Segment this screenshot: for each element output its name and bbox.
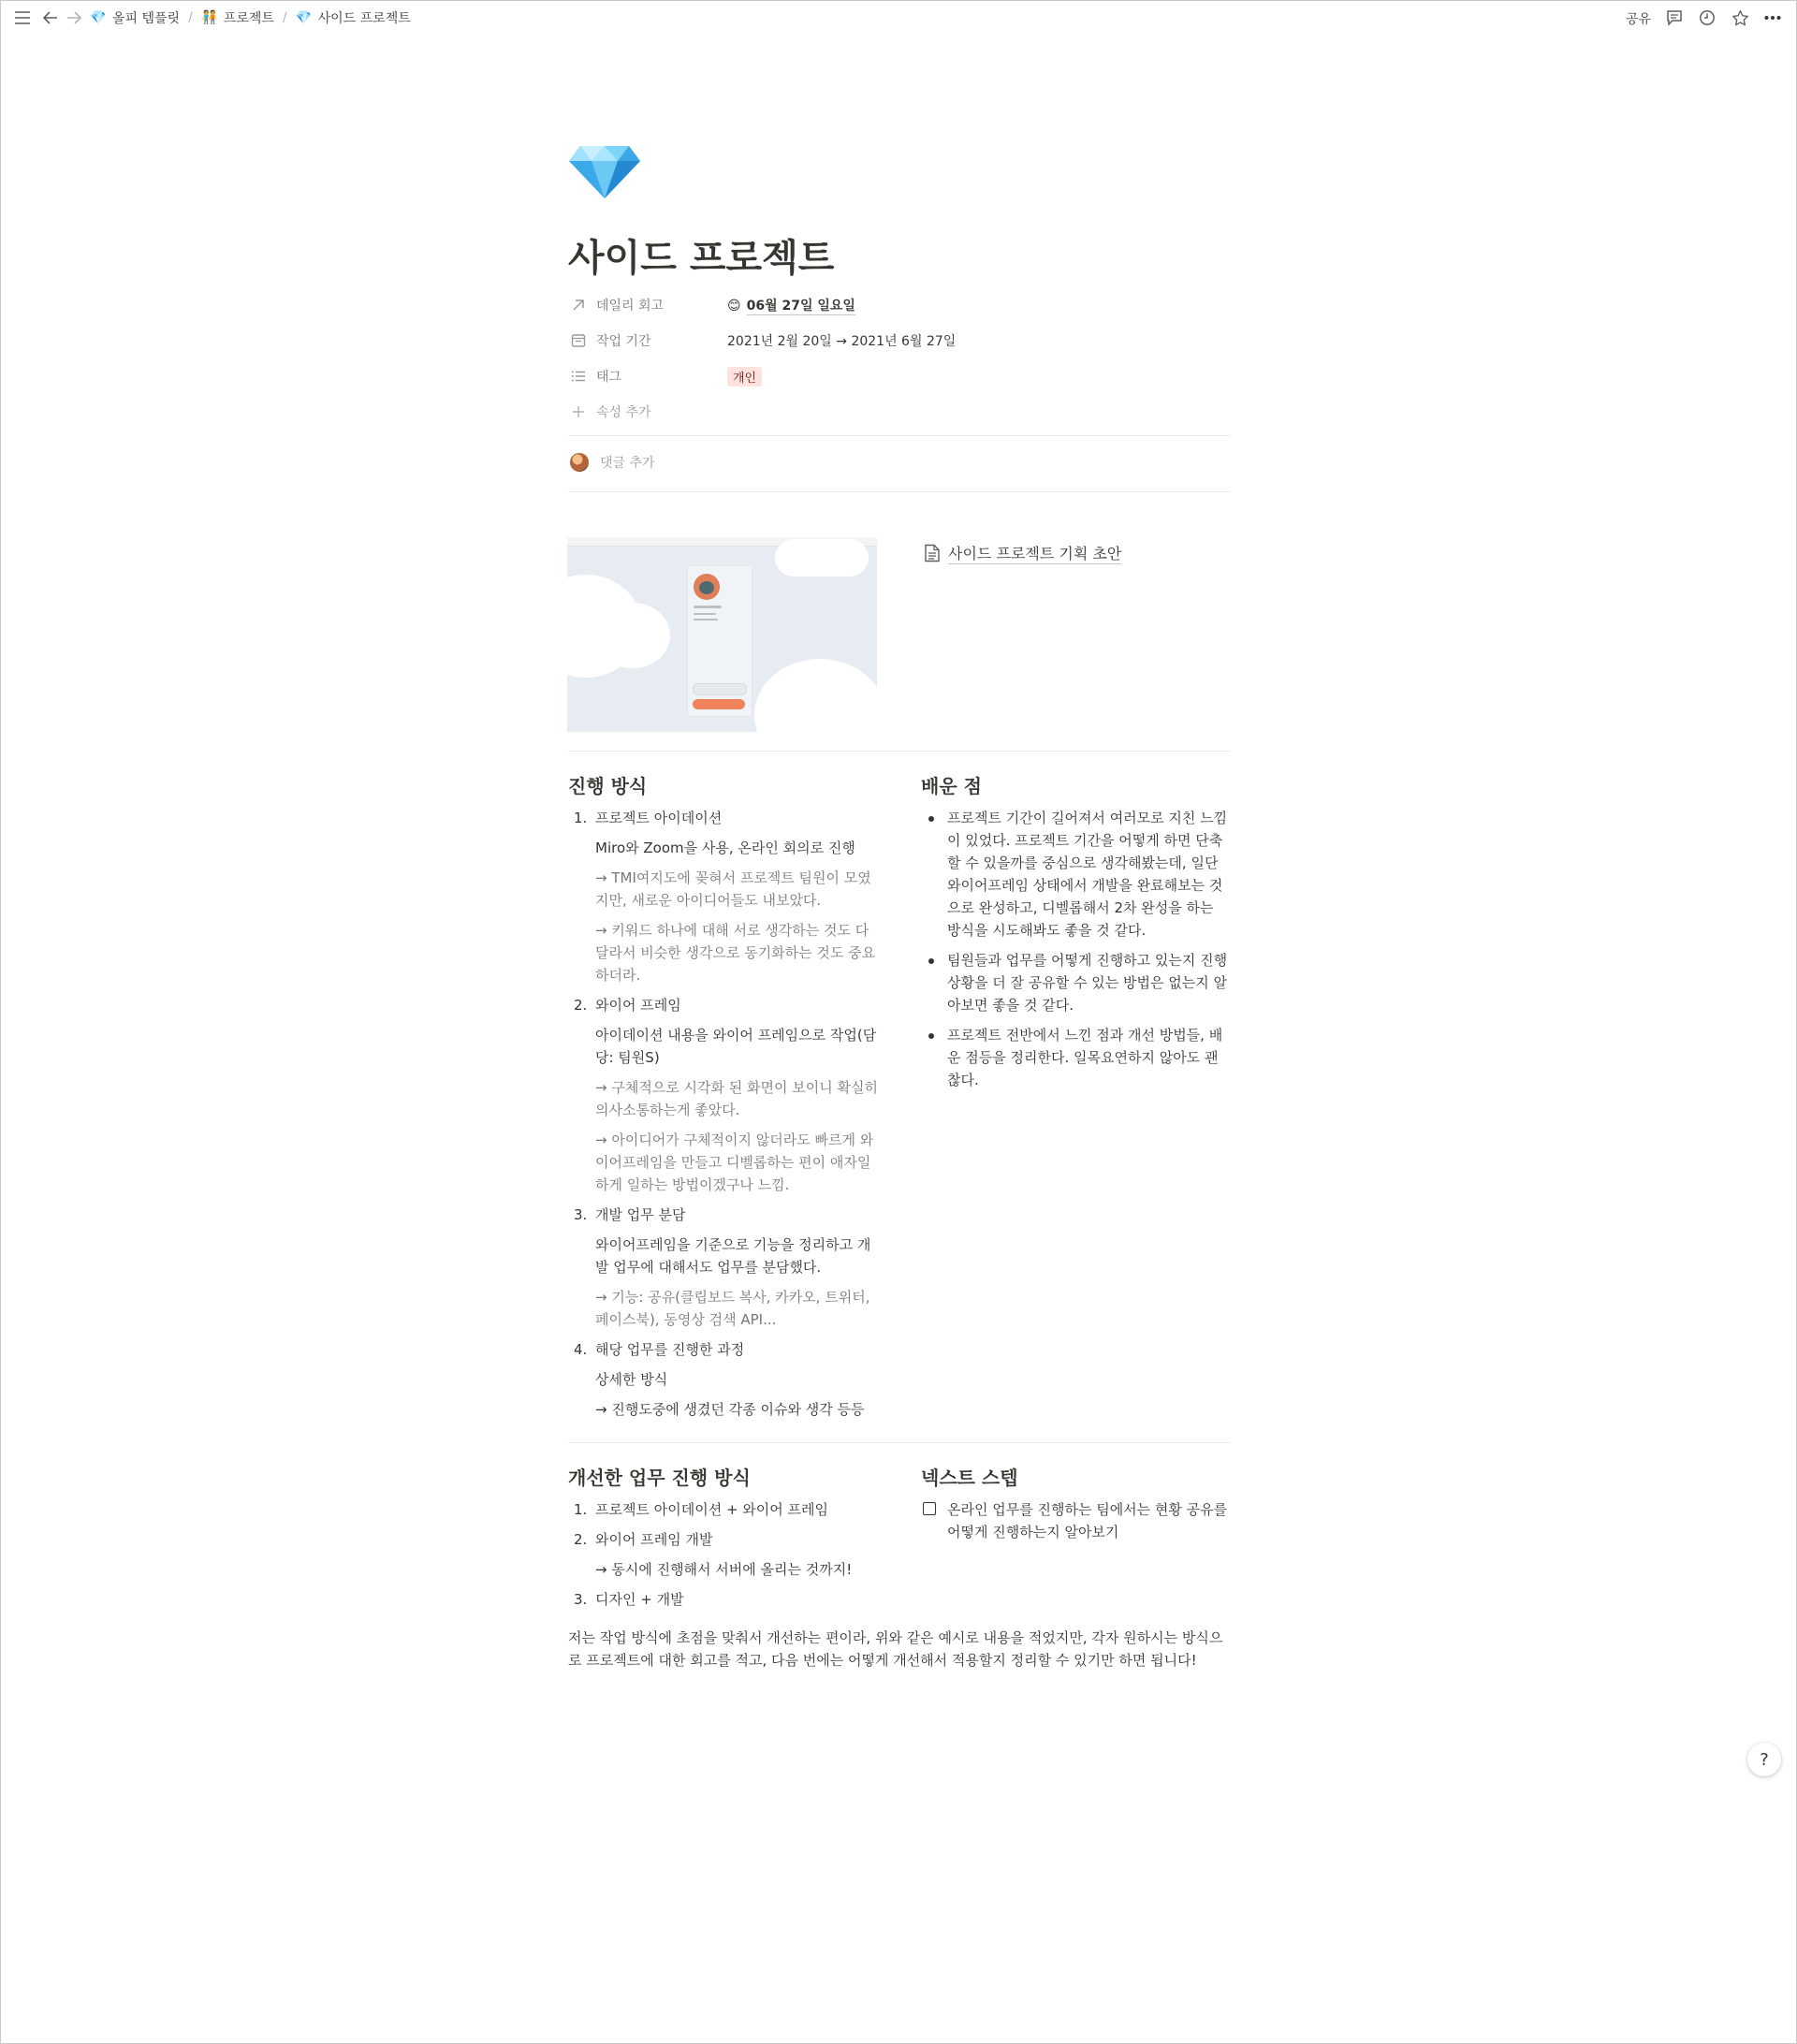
breadcrumb-item-olpi-template[interactable]: [90, 8, 180, 27]
learned-section: [921, 773, 1230, 1091]
list-item[interactable]: [568, 1338, 883, 1361]
help-button[interactable]: ?: [1747, 1743, 1781, 1776]
list-item-note[interactable]: → TMI여지도에 꽂혀서 프로젝트 팀원이 모였지만, 새로운 아이디어들도 내보았다.: [595, 869, 871, 909]
more-dots-icon[interactable]: [1761, 7, 1784, 29]
property-name: [570, 331, 651, 350]
property-label: 작업 기간: [596, 334, 651, 349]
list-item-desc[interactable]: → 동시에 진행해서 서버에 올리는 것까지!: [595, 1561, 853, 1578]
back-arrow-icon[interactable]: [39, 7, 62, 29]
calendar-icon: [570, 332, 587, 349]
todo-checkbox[interactable]: [923, 1502, 936, 1515]
add-comment[interactable]: [570, 453, 655, 472]
divider: [568, 1442, 1230, 1443]
section-heading[interactable]: 진행 방식: [568, 775, 648, 797]
list-item[interactable]: [568, 1204, 883, 1226]
text-line: [694, 606, 722, 608]
property-name: [570, 367, 621, 386]
property-label: 데일리 회고: [596, 299, 665, 314]
history-clock-icon[interactable]: [1696, 7, 1718, 29]
app-screenshot-image[interactable]: [567, 537, 877, 732]
comment-placeholder: 댓글 추가: [600, 456, 655, 471]
divider: [568, 435, 1230, 436]
gem-icon: 💎: [90, 10, 107, 25]
star-icon[interactable]: [1729, 7, 1751, 29]
closing-paragraph[interactable]: 저는 작업 방식에 초점을 맞춰서 개선하는 편이라, 위와 같은 예시로 내용을 적었지만, 각자 원하시는 방식으로 프로젝트에 대한 회고를 적고, 다음 번에는 어떻게 개선해서 적용할지 정리할 수 있기만 하면 됩니다!: [568, 1629, 1223, 1669]
gem-icon: 💎: [295, 10, 313, 25]
list-item-desc[interactable]: → 진행도중에 생겼던 각종 이슈와 생각 등등: [595, 1401, 865, 1418]
avatar: [570, 453, 589, 472]
tag-badge[interactable]: 개인: [727, 367, 762, 387]
property-value[interactable]: [727, 296, 855, 315]
todo-label: 온라인 업무를 진행하는 팀에서는 현황 공유를 어떻게 진행하는지 알아보기: [947, 1501, 1228, 1540]
list-item-title: 프로젝트 아이데이션 + 와이어 프레임: [595, 1501, 828, 1518]
smile-emoji-icon: 😊: [727, 298, 741, 314]
breadcrumb-label: 올피 템플릿: [112, 11, 181, 26]
breadcrumb-label: 사이드 프로젝트: [317, 11, 411, 26]
gem-icon[interactable]: [567, 127, 642, 202]
list-item[interactable]: [568, 994, 883, 1016]
list-number: 4.: [574, 1341, 588, 1358]
breadcrumb-item-projects[interactable]: [201, 8, 274, 27]
divider: [568, 491, 1230, 492]
list-item-title: 와이어 프레임 개발: [595, 1531, 713, 1548]
share-button[interactable]: 공유: [1626, 12, 1652, 27]
breadcrumb-separator: /: [188, 10, 193, 25]
add-property-button[interactable]: [570, 397, 1230, 427]
list-item[interactable]: [568, 1498, 883, 1521]
plus-icon: [570, 403, 587, 420]
property-value[interactable]: 2021년 2월 20일 → 2021년 6월 27일: [727, 334, 957, 349]
breadcrumb: [90, 8, 411, 27]
text-line: [694, 613, 716, 615]
property-work-period[interactable]: [570, 326, 1230, 356]
document-icon: [924, 544, 941, 562]
list-item[interactable]: [568, 1528, 883, 1551]
breadcrumb-label: 프로젝트: [223, 11, 274, 26]
list-item-note[interactable]: → 구체적으로 시각화 된 화면이 보이니 확실히 의사소통하는게 좋았다.: [595, 1079, 878, 1118]
property-name: [570, 402, 651, 421]
people-icon: 🧑‍🤝‍🧑: [201, 10, 218, 25]
bullet-item[interactable]: 프로젝트 전반에서 느낀 점과 개선 방법들, 배운 점등을 정리한다. 일목요연하지 않아도 괜찮다.: [921, 1024, 1230, 1091]
list-item-desc[interactable]: 아이데이션 내용을 와이어 프레임으로 작업(담당: 팀원S): [595, 1027, 877, 1066]
page-link-side-project-plan[interactable]: [924, 542, 1121, 564]
list-number: 3.: [574, 1591, 588, 1608]
list-item[interactable]: [568, 807, 883, 829]
property-tags[interactable]: [570, 361, 1230, 391]
phone-mockup: [687, 565, 752, 717]
page-title[interactable]: 사이드 프로젝트: [568, 237, 835, 280]
next-step-section: [921, 1465, 1230, 1543]
property-label: 태그: [596, 370, 622, 385]
todo-item[interactable]: [921, 1498, 1230, 1543]
list-item-title: 개발 업무 분담: [595, 1206, 686, 1223]
bullet-item[interactable]: 팀원들과 업무를 어떻게 진행하고 있는지 진행상황을 더 잘 공유할 수 있는 방법은 없는지 알아보면 좋을 것 같다.: [921, 949, 1230, 1016]
divider: [568, 751, 1230, 752]
improved-section: [568, 1465, 883, 1611]
bullet-item[interactable]: 프로젝트 기간이 길어져서 여러모로 지친 느낌이 있었다. 프로젝트 기간을 어떻게 하면 단축할 수 있을까를 중심으로 생각해봤는데, 일단 와이어프레임 상태에서 개발을 완료해보는 것으로 완성하고, 디벨롭해서 2차 완성을 하는 방식을 시도해봐도 좋을 것 같다.: [921, 807, 1230, 942]
list-item-title: 와이어 프레임: [595, 997, 681, 1014]
list-icon: [570, 368, 587, 385]
property-daily-retro[interactable]: [570, 290, 1230, 320]
menu-icon[interactable]: [11, 7, 34, 29]
list-item-title: 디자인 + 개발: [595, 1591, 684, 1608]
add-property-label: 속성 추가: [596, 405, 651, 420]
arrow-up-right-icon: [570, 297, 587, 314]
list-item-title: 프로젝트 아이데이션: [595, 810, 723, 826]
section-heading[interactable]: 배운 점: [921, 775, 982, 797]
forward-arrow-icon[interactable]: [63, 7, 85, 29]
list-number: 1.: [574, 810, 588, 826]
list-number: 1.: [574, 1501, 588, 1518]
section-heading[interactable]: 넥스트 스텝: [921, 1467, 1018, 1489]
list-item-title: 해당 업무를 진행한 과정: [595, 1341, 745, 1358]
list-item-note[interactable]: → 키워드 하나에 대해 서로 생각하는 것도 다 달라서 비슷한 생각으로 동기화하는 것도 중요하더라.: [595, 922, 876, 984]
list-item-desc[interactable]: Miro와 Zoom을 사용, 온라인 회의로 진행: [595, 840, 855, 856]
cloud-shape: [754, 659, 877, 732]
text-line: [694, 619, 718, 620]
input-mock: [693, 683, 747, 695]
top-bar: [0, 0, 1797, 36]
list-item-note[interactable]: → 아이디어가 구체적이지 않더라도 빠르게 와이어프레임을 만들고 디벨롭하는 편이 애자일하게 일하는 방법이겠구나 느낌.: [595, 1132, 874, 1193]
list-number: 2.: [574, 1531, 588, 1548]
button-mock: [693, 699, 745, 709]
section-heading[interactable]: 개선한 업무 진행 방식: [568, 1467, 751, 1489]
comment-icon[interactable]: [1663, 7, 1686, 29]
property-value[interactable]: [727, 367, 762, 387]
cloud-shape: [775, 539, 869, 577]
list-item-desc[interactable]: 와이어프레임을 기준으로 기능을 정리하고 개발 업무에 대해서도 업무를 분담했다.: [595, 1236, 871, 1276]
breadcrumb-item-side-project[interactable]: [296, 8, 411, 27]
list-item-desc[interactable]: 상세한 방식: [595, 1371, 668, 1388]
property-name: [570, 296, 664, 314]
character-illustration: [694, 574, 720, 600]
daily-retro-link[interactable]: 06월 27일 일요일: [747, 296, 855, 315]
breadcrumb-separator: /: [282, 10, 287, 25]
list-item-note[interactable]: → 기능: 공유(클립보드 복사, 카카오, 트위터, 페이스북), 동영상 검색 API...: [595, 1289, 870, 1328]
list-number: 3.: [574, 1206, 588, 1223]
progress-section: [568, 773, 883, 1421]
cloud-shape: [595, 603, 670, 668]
list-item[interactable]: [568, 1588, 883, 1611]
page-link-label: 사이드 프로젝트 기획 초안: [948, 542, 1121, 564]
list-number: 2.: [574, 997, 588, 1014]
